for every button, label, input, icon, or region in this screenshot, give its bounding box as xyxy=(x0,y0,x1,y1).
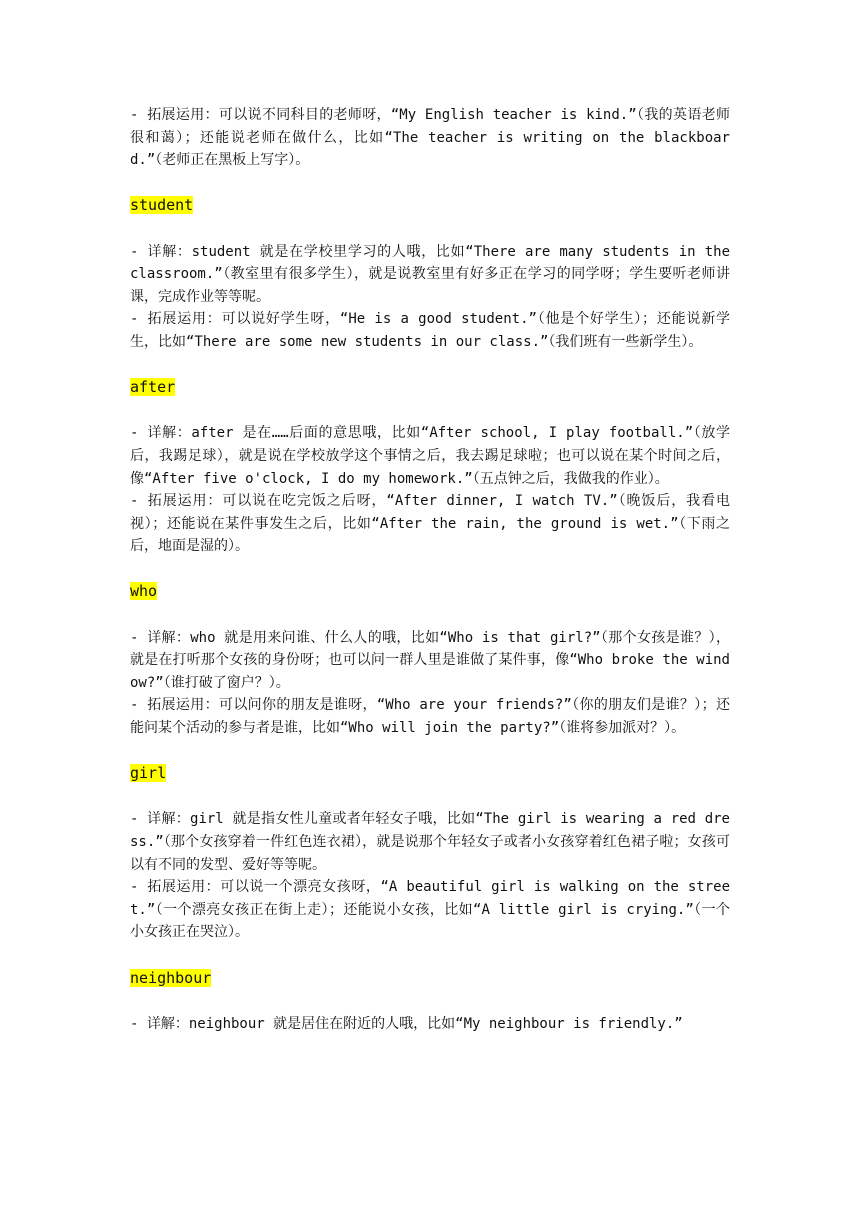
word-heading-girl xyxy=(130,762,730,786)
word-heading-after xyxy=(130,376,730,400)
detail-paragraph-who: - 详解：who 就是用来问谁、什么人的哦，比如“Who is that girl?”（那个女孩是谁？），就是在打听那个女孩的身份呀；也可以问一群人里是谁做了某件事，像“Who broke the window?”（谁打破了窗户？）。 xyxy=(130,629,730,691)
extend-paragraph-student: - 拓展运用：可以说好学生呀，“He is a good student.”（他是个好学生）；还能说新学生，比如“There are some new students in our class.”（我们班有一些新学生）。 xyxy=(130,311,730,350)
word-student: student xyxy=(130,196,194,215)
detail-paragraph-student: - 详解：student 就是在学校里学习的人哦，比如“There are many students in the classroom.”（教室里有很多学生），就是说教室里有好多正在学习的同学呀；学生要听老师讲课，完成作业等等呢。 xyxy=(130,243,730,305)
detail-paragraph-after: - 详解：after 是在……后面的意思哦，比如“After school, I play football.”（放学后，我踢足球），就是说在学校放学这个事情之后，我去踢足球啦；也可以说在某个时间之后，像“After five o'clock, I do my homework.”（五点钟之后，我做我的作业）。 xyxy=(130,425,730,487)
word-neighbour: neighbour xyxy=(130,968,212,987)
detail-paragraph-neighbour: - 详解：neighbour 就是居住在附近的人哦，比如“My neighbour is friendly.” xyxy=(130,1015,683,1032)
detail-paragraph-girl: - 详解：girl 就是指女性儿童或者年轻女子哦，比如“The girl is wearing a red dress.”（那个女孩穿着一件红色连衣裙），就是说那个年轻女子或者小女孩穿着红色裙子啦；女孩可以有不同的发型、爱好等等呢。 xyxy=(130,811,730,873)
word-heading-neighbour xyxy=(130,967,730,991)
word-heading-who xyxy=(130,580,730,604)
intro-extend-paragraph: - 拓展运用：可以说不同科目的老师呀，“My English teacher is kind.”（我的英语老师很和蔼）；还能说老师在做什么，比如“The teacher is writing on the blackboard.”（老师正在黑板上写字）。 xyxy=(130,107,730,169)
extend-paragraph-after: - 拓展运用：可以说在吃完饭之后呀，“After dinner, I watch TV.”（晚饭后，我看电视）；还能说在某件事发生之后，比如“After the rain, the ground is wet.”（下雨之后，地面是湿的）。 xyxy=(130,493,730,555)
document-page xyxy=(130,104,730,1035)
word-heading-student xyxy=(130,194,730,218)
extend-paragraph-girl: - 拓展运用：可以说一个漂亮女孩呀，“A beautiful girl is walking on the street.”（一个漂亮女孩正在街上走）；还能说小女孩，比如“A little girl is crying.”（一个小女孩正在哭泣）。 xyxy=(130,879,730,941)
word-after: after xyxy=(130,378,176,397)
word-who: who xyxy=(130,582,158,601)
word-girl: girl xyxy=(130,764,167,783)
extend-paragraph-who: - 拓展运用：可以问你的朋友是谁呀，“Who are your friends?”（你的朋友们是谁？）；还能问某个活动的参与者是谁，比如“Who will join the party?”（谁将参加派对？）。 xyxy=(130,697,730,737)
